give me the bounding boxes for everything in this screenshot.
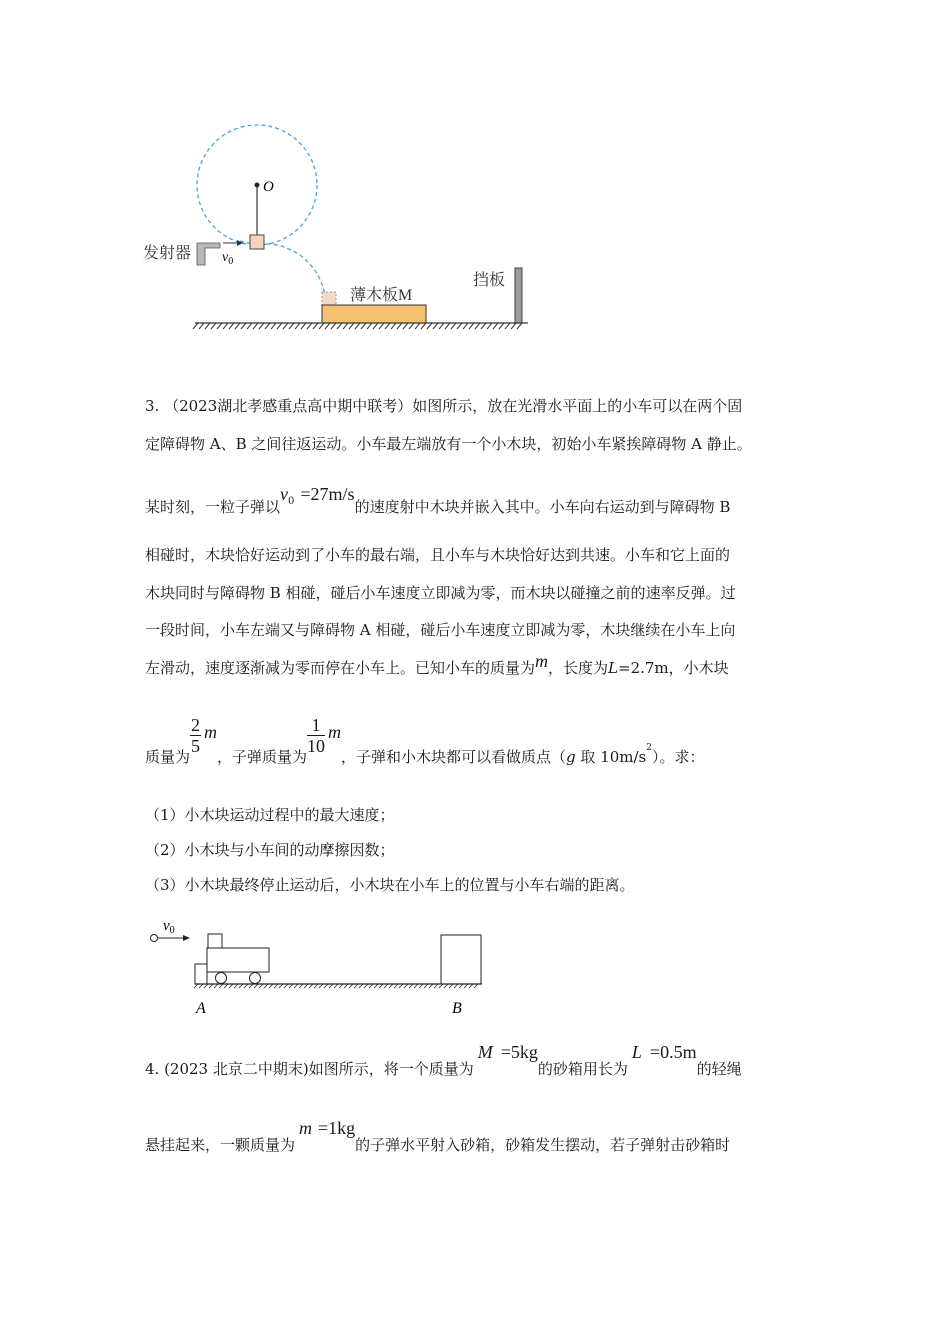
- wood-block: [208, 934, 222, 948]
- m-var: m: [535, 651, 549, 671]
- fig2-velocity-sub: 0: [169, 925, 175, 936]
- p3-line8-pre: 质量为: [145, 747, 191, 766]
- board-label: 薄木板M: [350, 287, 413, 304]
- p4-L-val: =0.5m: [649, 1042, 697, 1062]
- label-a: A: [196, 1000, 206, 1017]
- p3-line5: 木块同时与障碍物 B 相碰，碰后小车速度立即减为零，而木块以碰撞之前的速率反弹。过: [145, 584, 736, 602]
- p3-line4: 相碰时，木块恰好运动到了小车的最右端，且小车与木块恰好达到共速。小车和它上面的: [145, 546, 731, 564]
- fraction-one-tenth: [307, 715, 325, 756]
- p4-line1-post: 的轻绳: [696, 1060, 742, 1078]
- p3-line7: [145, 651, 729, 678]
- frac2-num: 1: [307, 715, 325, 736]
- small-block: [250, 235, 264, 249]
- fraction-two-fifths: [190, 715, 201, 756]
- p3-line7-mid: ，长度为: [548, 659, 609, 677]
- bullet: [151, 935, 158, 942]
- frac2-m: m: [328, 721, 342, 742]
- p3-line8-mid: ，子弹质量为: [217, 747, 308, 766]
- v0-var: v: [280, 484, 289, 504]
- p4-line1-mid: 的砂箱用长为: [537, 1060, 628, 1078]
- p3-line8-post1: ，子弹和小木块都可以看做质点（: [341, 747, 567, 766]
- figure-cart-obstacles: [140, 912, 500, 1022]
- p3-line3-pre: 某时刻，一粒子弹以: [145, 498, 281, 516]
- velocity-arrowhead: [237, 240, 243, 246]
- velocity-sub: 0: [228, 256, 234, 267]
- p4-line1-pre: 4. (2023 北京二中期末)如图所示，将一个质量为: [145, 1060, 474, 1078]
- p4-L-var: L: [631, 1042, 642, 1062]
- L-var: L: [608, 659, 618, 677]
- baffle-label: 挡板: [473, 272, 506, 289]
- p4-line2-post: 的子弹水平射入砂箱，砂箱发生摆动，若子弹射击砂箱时: [355, 1136, 731, 1154]
- p4-line2-pre: 悬挂起来，一颗质量为: [145, 1136, 296, 1154]
- launcher-icon: [197, 243, 220, 265]
- frac1-den: 5: [191, 736, 201, 756]
- g-var: g: [566, 747, 576, 766]
- p4-M-var: M: [477, 1042, 493, 1062]
- thin-board: [322, 305, 426, 323]
- p3-q1: （1）小木块运动过程中的最大速度；: [145, 806, 395, 824]
- descent-track: [267, 244, 325, 295]
- v0-sub: 0: [288, 496, 295, 507]
- p3-q2: （2）小木块与小车间的动摩擦因数；: [145, 841, 395, 859]
- p3-line3-post: 的速度射中木块并嵌入其中。小车向右运动到与障碍物 B: [354, 498, 731, 516]
- p3-line1: 3. （2023湖北孝感重点高中期中联考）如图所示，放在光滑水平面上的小车可以在两个固: [145, 397, 743, 415]
- fig2-velocity-var: v: [163, 918, 170, 934]
- ghost-block: [322, 292, 336, 305]
- frac2-den: 10: [307, 736, 326, 756]
- velocity-var: v: [222, 250, 229, 265]
- fig2-velocity-arrowhead: [183, 935, 190, 941]
- p4-m-val: =1kg: [318, 1118, 356, 1138]
- p3-q3: （3）小木块最终停止运动后，小木块在小车上的位置与小车右端的距离。: [145, 876, 635, 894]
- frac1-num: 2: [191, 715, 201, 735]
- p4-M-val: =5kg: [500, 1042, 538, 1062]
- p3-line7-L: =2.7m，小木块: [618, 659, 729, 677]
- fig2-velocity-label: [163, 918, 175, 936]
- frac1-m: m: [204, 721, 218, 742]
- figure-launcher-loop: [140, 115, 540, 335]
- sup-two: 2: [646, 742, 652, 753]
- p3-line6: 一段时间，小车左端又与障碍物 A 相碰，碰后小车速度立即减为零，木块继续在小车上向: [145, 621, 736, 639]
- p4-line2: [145, 1116, 730, 1156]
- p3-line3: [145, 486, 730, 526]
- baffle: [515, 268, 522, 323]
- cart-wheel-right: [250, 973, 261, 984]
- v0-eq: =27m/s: [300, 484, 355, 504]
- cart-body: [207, 948, 269, 972]
- launcher-label: 发射器: [143, 245, 192, 262]
- obstacle-b: [441, 935, 481, 984]
- velocity-label: [222, 250, 233, 267]
- p3-line2: 定障碍物 A、B 之间往返运动。小车最左端放有一个小木块，初始小车紧挨障碍物 A 静止。: [145, 435, 752, 453]
- cart-wheel-left: [216, 973, 227, 984]
- p3-line8-post3: ）。求：: [652, 747, 705, 766]
- p3-line8-post2: 取 10m/s: [575, 747, 647, 766]
- center-label: O: [263, 179, 274, 195]
- p4-m-var: m: [299, 1118, 313, 1138]
- p3-line7-pre: 左滑动，速度逐渐减为零而停在小车上。已知小车的质量为: [145, 659, 536, 677]
- center-point: [255, 183, 260, 188]
- obstacle-a: [195, 964, 207, 984]
- p3-line8: [145, 715, 705, 765]
- ground-hatch: [193, 323, 522, 329]
- label-b: B: [452, 1000, 462, 1017]
- p4-line1: [145, 1040, 742, 1080]
